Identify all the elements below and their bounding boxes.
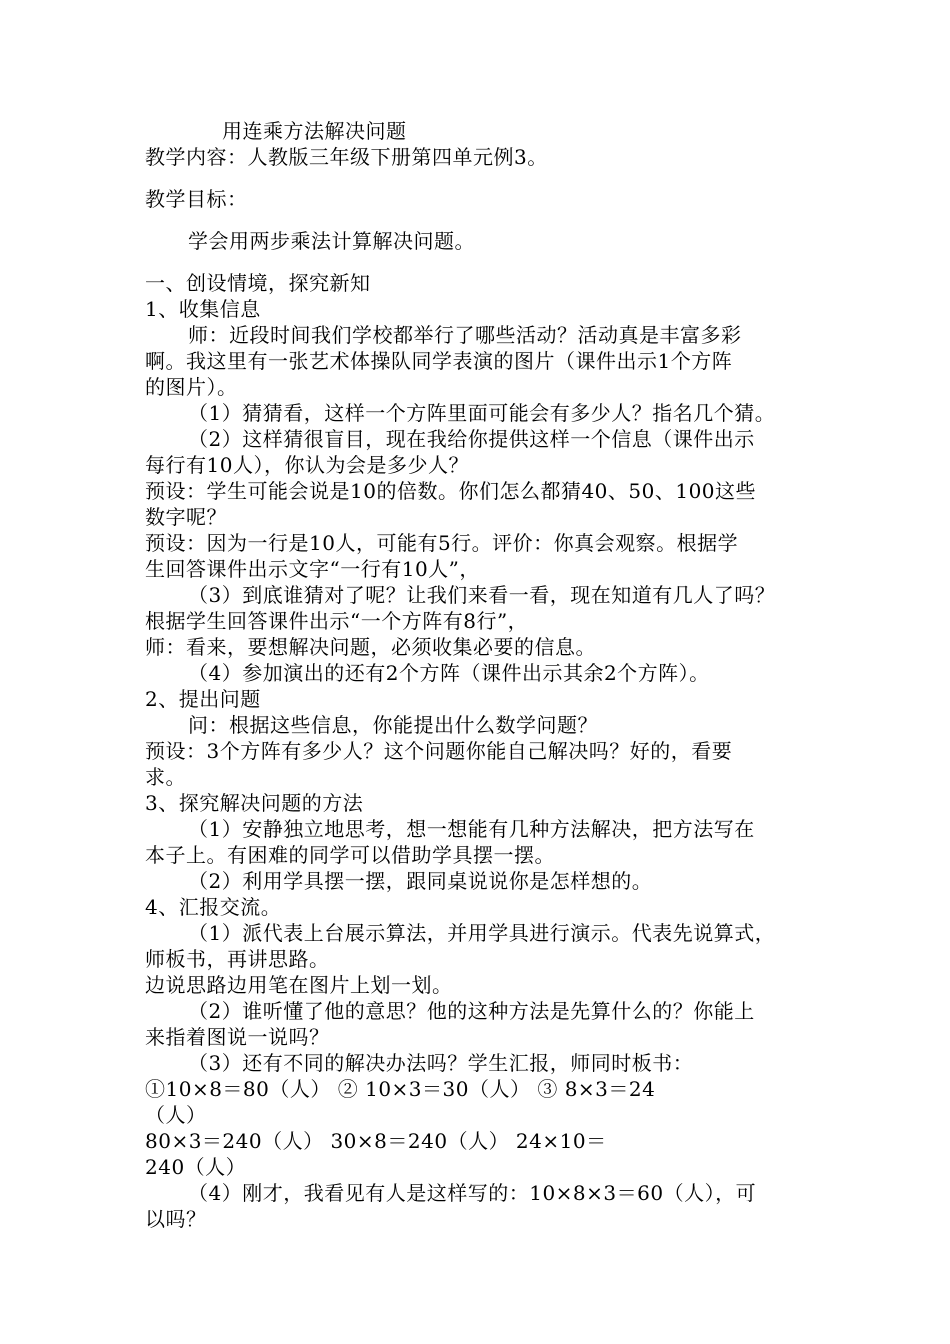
paragraph-line: 求。 bbox=[145, 765, 186, 789]
paragraph-line: （3）还有不同的解决办法吗？学生汇报，师同时板书： bbox=[188, 1051, 694, 1075]
teaching-content-line: 教学内容：人教版三年级下册第四单元例3。 bbox=[145, 145, 548, 169]
equation-line: 80×3＝240（人） 30×8＝240（人） 24×10＝ bbox=[145, 1129, 607, 1153]
paragraph-line: 本子上。有困难的同学可以借助学具摆一摆。 bbox=[145, 843, 555, 867]
paragraph-line: （2）利用学具摆一摆，跟同桌说说你是怎样想的。 bbox=[188, 869, 653, 893]
subsection-heading-4: 4、汇报交流。 bbox=[145, 895, 282, 919]
paragraph-line: （1）安静独立地思考，想一想能有几种方法解决，把方法写在 bbox=[188, 817, 755, 841]
paragraph-line: 预设：因为一行是10人，可能有5行。评价：你真会观察。根据学 bbox=[145, 531, 739, 555]
paragraph-line: 问：根据这些信息，你能提出什么数学问题？ bbox=[188, 713, 598, 737]
paragraph-line: 以吗？ bbox=[145, 1207, 207, 1231]
paragraph-line: （3）到底谁猜对了呢？让我们来看一看，现在知道有几人了吗？ bbox=[188, 583, 776, 607]
paragraph-line: （1）猜猜看，这样一个方阵里面可能会有多少人？指名几个猜。 bbox=[188, 401, 776, 425]
paragraph-line: 师板书，再讲思路。 bbox=[145, 947, 330, 971]
subsection-heading-2: 2、提出问题 bbox=[145, 687, 261, 711]
paragraph-line: 啊。我这里有一张艺术体操队同学表演的图片（课件出示1个方阵 bbox=[145, 349, 733, 373]
equation-line: （人） bbox=[145, 1103, 207, 1127]
paragraph-line: （4）参加演出的还有2个方阵（课件出示其余2个方阵）。 bbox=[188, 661, 710, 685]
paragraph-line: 师：看来，要想解决问题，必须收集必要的信息。 bbox=[145, 635, 596, 659]
paragraph-line: 的图片）。 bbox=[145, 375, 238, 399]
teaching-goal-text: 学会用两步乘法计算解决问题。 bbox=[188, 229, 475, 253]
paragraph-line: （2）这样猜很盲目，现在我给你提供这样一个信息（课件出示 bbox=[188, 427, 755, 451]
paragraph-line: 根据学生回答课件出示“一个方阵有8行”， bbox=[145, 609, 529, 633]
paragraph-line: （4）刚才，我看见有人是这样写的：10×8×3＝60（人），可 bbox=[188, 1181, 757, 1205]
equation-line: ①10×8＝80（人） ② 10×3＝30（人） ③ 8×3＝24 bbox=[145, 1077, 656, 1101]
paragraph-line: 预设：3个方阵有多少人？这个问题你能自己解决吗？好的，看要 bbox=[145, 739, 733, 763]
teaching-goal-heading: 教学目标： bbox=[145, 187, 248, 211]
subsection-heading-1: 1、收集信息 bbox=[145, 297, 261, 321]
section-heading-1: 一、创设情境，探究新知 bbox=[145, 271, 371, 295]
paragraph-line: （1）派代表上台展示算法，并用学具进行演示。代表先说算式， bbox=[188, 921, 776, 945]
paragraph-line: 生回答课件出示文字“一行有10人”， bbox=[145, 557, 480, 581]
paragraph-line: （2）谁听懂了他的意思？他的这种方法是先算什么的？你能上 bbox=[188, 999, 755, 1023]
paragraph-line: 预设：学生可能会说是10的倍数。你们怎么都猜40、50、100这些 bbox=[145, 479, 757, 503]
document-title: 用连乘方法解决问题 bbox=[222, 119, 407, 143]
subsection-heading-3: 3、探究解决问题的方法 bbox=[145, 791, 364, 815]
equation-line: 240（人） bbox=[145, 1155, 247, 1179]
paragraph-line: 边说思路边用笔在图片上划一划。 bbox=[145, 973, 453, 997]
paragraph-line: 数字呢？ bbox=[145, 505, 227, 529]
paragraph-line: 每行有10人），你认为会是多少人？ bbox=[145, 453, 469, 477]
paragraph-line: 师：近段时间我们学校都举行了哪些活动？活动真是丰富多彩 bbox=[188, 323, 742, 347]
paragraph-line: 来指着图说一说吗？ bbox=[145, 1025, 330, 1049]
